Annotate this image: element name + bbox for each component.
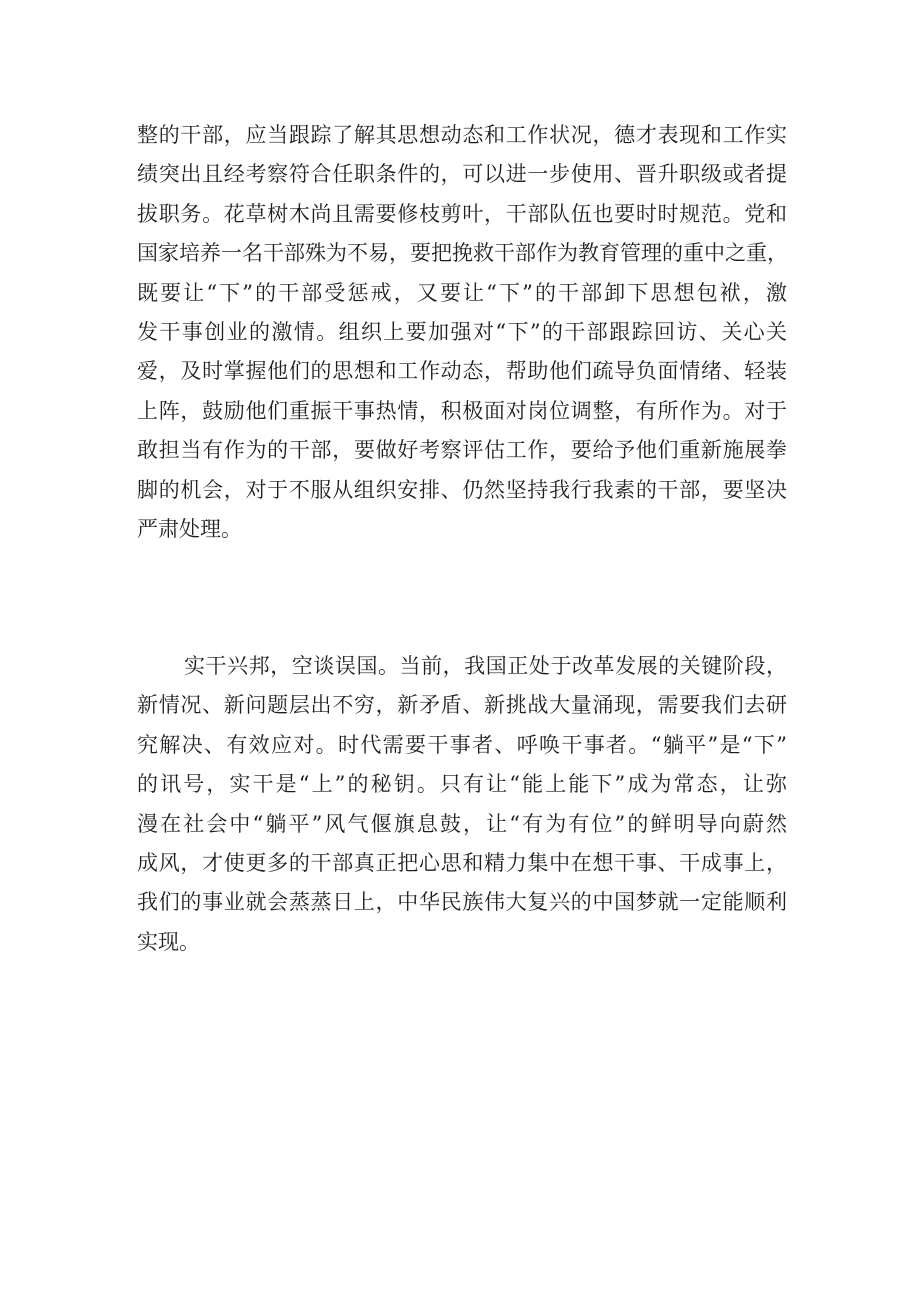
paragraph-line: 脚的机会，对于不服从组织安排、仍然坚持我行我素的干部，要坚决 bbox=[137, 477, 787, 502]
paragraph-line: 拔职务。花草树木尚且需要修枝剪叶，干部队伍也要时时规范。党和 bbox=[137, 201, 787, 226]
paragraph-line: 整的干部，应当跟踪了解其思想动态和工作状况，德才表现和工作实 bbox=[137, 123, 787, 147]
paragraph-1 bbox=[137, 116, 787, 549]
paragraph-line: 成风，才使更多的干部真正把心思和精力集中在想干事、干成事上， bbox=[137, 850, 787, 875]
paragraph-line: 上阵，鼓励他们重振干事热情，积极面对岗位调整，有所作为。对于 bbox=[137, 398, 787, 423]
paragraph-line: 漫在社会中“躺平”风气偃旗息鼓，让“有为有位”的鲜明导向蔚然 bbox=[137, 811, 787, 836]
paragraph-line: 既要让“下”的干部受惩戒，又要让“下”的干部卸下思想包袱，激 bbox=[137, 280, 787, 305]
paragraph-line: 严肃处理。 bbox=[137, 516, 242, 541]
paragraph-line: 我们的事业就会蒸蒸日上，中华民族伟大复兴的中国梦就一定能顺利 bbox=[137, 890, 787, 915]
paragraph-line: 实现。 bbox=[137, 929, 200, 954]
paragraph-line: 爱，及时掌握他们的思想和工作动态，帮助他们疏导负面情绪、轻装 bbox=[137, 359, 787, 384]
paragraph-line: 绩突出且经考察符合任职条件的，可以进一步使用、晋升职级或者提 bbox=[137, 162, 787, 187]
paragraph-line: 发干事创业的激情。组织上要加强对“下”的干部跟踪回访、关心关 bbox=[137, 319, 787, 344]
paragraph-line: 新情况、新问题层出不穷，新矛盾、新挑战大量涌现，需要我们去研 bbox=[137, 693, 787, 718]
paragraph-line: 的讯号，实干是“上”的秘钥。只有让“能上能下”成为常态，让弥 bbox=[137, 772, 787, 797]
paragraph-line: 究解决、有效应对。时代需要干事者、呼唤干事者。“躺平”是“下” bbox=[137, 732, 787, 757]
paragraph-line: 实干兴邦，空谈误国。当前，我国正处于改革发展的关键阶段， bbox=[184, 654, 787, 678]
paragraph-2 bbox=[137, 647, 787, 962]
paragraph-line: 国家培养一名干部殊为不易，要把挽救干部作为教育管理的重中之重， bbox=[137, 241, 788, 266]
paragraph-line: 敢担当有作为的干部，要做好考察评估工作，要给予他们重新施展拳 bbox=[137, 438, 787, 463]
